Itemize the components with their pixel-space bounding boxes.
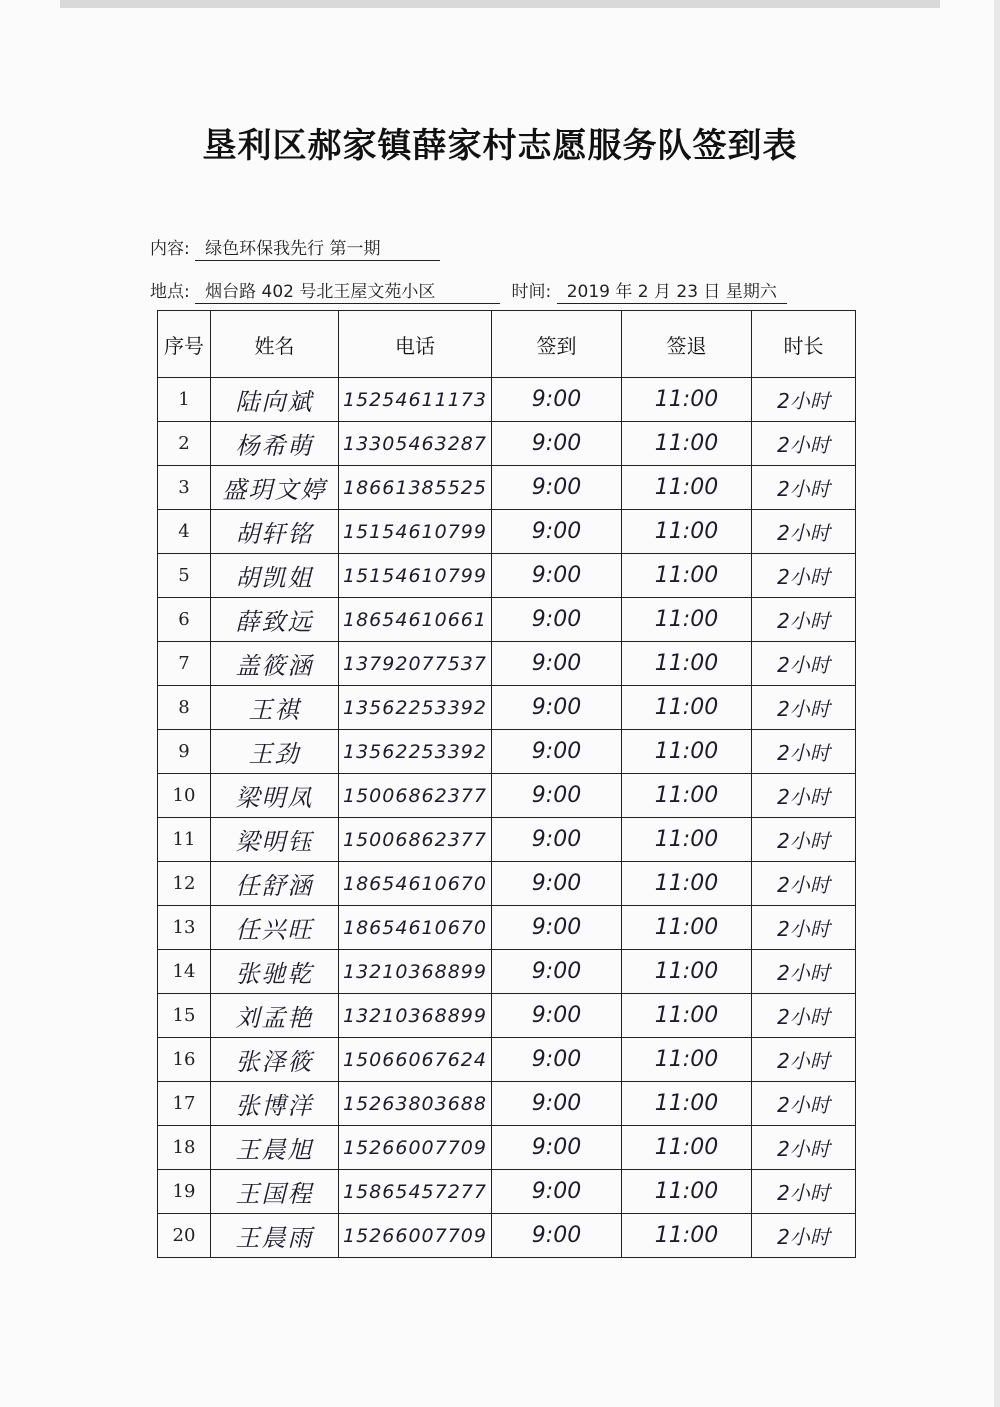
table-row [158,642,856,686]
volunteer-name: 王晨雨 [211,1214,339,1258]
location-label: 地点: [150,282,190,302]
sign-in-time: 9:00 [492,1214,622,1258]
volunteer-phone: 13562253392 [339,730,492,774]
sign-in-time: 9:00 [492,862,622,906]
row-number: 14 [158,950,211,994]
header-cell-phone: 电话 [339,311,492,378]
sign-out-time: 11:00 [622,510,752,554]
volunteer-name: 盖筱涵 [211,642,339,686]
volunteer-name: 薛致远 [211,598,339,642]
row-number: 7 [158,642,211,686]
row-number: 3 [158,466,211,510]
sign-out-time: 11:00 [622,906,752,950]
duration: 2小时 [752,510,856,554]
volunteer-phone: 15066067624 [339,1038,492,1082]
table-row [158,510,856,554]
row-number: 20 [158,1214,211,1258]
sign-out-time: 11:00 [622,818,752,862]
table-row [158,466,856,510]
volunteer-phone: 18654610670 [339,862,492,906]
sign-out-time: 11:00 [622,1126,752,1170]
sign-in-time: 9:00 [492,818,622,862]
table-row [158,686,856,730]
sign-in-time: 9:00 [492,1126,622,1170]
row-number: 2 [158,422,211,466]
duration: 2小时 [752,906,856,950]
sign-in-time: 9:00 [492,466,622,510]
volunteer-name: 张驰乾 [211,950,339,994]
volunteer-name: 梁明凤 [211,774,339,818]
duration: 2小时 [752,994,856,1038]
sign-out-time: 11:00 [622,378,752,422]
volunteer-phone: 18654610670 [339,906,492,950]
duration: 2小时 [752,378,856,422]
table-row [158,950,856,994]
volunteer-phone: 15154610799 [339,510,492,554]
table-row [158,1038,856,1082]
table-row [158,1170,856,1214]
volunteer-phone: 15006862377 [339,774,492,818]
volunteer-phone: 15254611173 [339,378,492,422]
duration: 2小时 [752,598,856,642]
location-time-line [150,277,787,304]
duration: 2小时 [752,1214,856,1258]
table-row [158,818,856,862]
row-number: 15 [158,994,211,1038]
duration: 2小时 [752,1082,856,1126]
header-cell-sign-in: 签到 [492,311,622,378]
row-number: 4 [158,510,211,554]
duration: 2小时 [752,554,856,598]
scan-edge-top [60,0,940,8]
duration: 2小时 [752,950,856,994]
sign-in-time: 9:00 [492,686,622,730]
table-row [158,862,856,906]
sign-in-time: 9:00 [492,906,622,950]
volunteer-name: 王祺 [211,686,339,730]
volunteer-name: 王国程 [211,1170,339,1214]
volunteer-name: 张博洋 [211,1082,339,1126]
row-number: 19 [158,1170,211,1214]
volunteer-phone: 18654610661 [339,598,492,642]
volunteer-name: 胡凯姐 [211,554,339,598]
sign-out-time: 11:00 [622,1082,752,1126]
duration: 2小时 [752,818,856,862]
volunteer-name: 任舒涵 [211,862,339,906]
sign-out-time: 11:00 [622,422,752,466]
duration: 2小时 [752,1038,856,1082]
row-number: 9 [158,730,211,774]
volunteer-phone: 18661385525 [339,466,492,510]
volunteer-phone: 15865457277 [339,1170,492,1214]
sign-in-time: 9:00 [492,774,622,818]
sign-in-time: 9:00 [492,1082,622,1126]
sign-in-time: 9:00 [492,1170,622,1214]
sign-in-time: 9:00 [492,598,622,642]
table-row [158,774,856,818]
sign-out-time: 11:00 [622,1214,752,1258]
sign-out-time: 11:00 [622,774,752,818]
table-row [158,906,856,950]
time-label: 时间: [511,282,552,302]
table-row [158,1082,856,1126]
row-number: 11 [158,818,211,862]
volunteer-phone: 15006862377 [339,818,492,862]
row-number: 8 [158,686,211,730]
volunteer-phone: 15154610799 [339,554,492,598]
sign-in-time: 9:00 [492,994,622,1038]
sign-out-time: 11:00 [622,1170,752,1214]
row-number: 12 [158,862,211,906]
sign-in-time: 9:00 [492,554,622,598]
sign-out-time: 11:00 [622,466,752,510]
sign-in-time: 9:00 [492,1038,622,1082]
volunteer-name: 任兴旺 [211,906,339,950]
row-number: 6 [158,598,211,642]
table-header-row [158,311,856,378]
row-number: 5 [158,554,211,598]
sign-in-table [157,310,856,1258]
duration: 2小时 [752,422,856,466]
header-cell-number: 序号 [158,311,211,378]
volunteer-name: 张泽筱 [211,1038,339,1082]
volunteer-name: 王劲 [211,730,339,774]
duration: 2小时 [752,730,856,774]
volunteer-phone: 15263803688 [339,1082,492,1126]
volunteer-name: 王晨旭 [211,1126,339,1170]
table-row [158,554,856,598]
header-cell-name: 姓名 [211,311,339,378]
page-title: 垦利区郝家镇薛家村志愿服务队签到表 [202,126,798,166]
sign-in-time: 9:00 [492,510,622,554]
duration: 2小时 [752,1170,856,1214]
table-row [158,994,856,1038]
row-number: 16 [158,1038,211,1082]
duration: 2小时 [752,642,856,686]
time-value: 2019 年 2 月 23 日 星期六 [557,277,787,304]
sign-out-time: 11:00 [622,554,752,598]
table-row [158,730,856,774]
duration: 2小时 [752,862,856,906]
table-row [158,1126,856,1170]
duration: 2小时 [752,466,856,510]
sign-out-time: 11:00 [622,598,752,642]
scan-edge-right [994,0,1000,1407]
sign-out-time: 11:00 [622,1038,752,1082]
volunteer-name: 刘孟艳 [211,994,339,1038]
volunteer-phone: 13210368899 [339,950,492,994]
row-number: 13 [158,906,211,950]
sign-out-time: 11:00 [622,950,752,994]
sign-in-time: 9:00 [492,950,622,994]
header-cell-sign-out: 签退 [622,311,752,378]
sign-in-time: 9:00 [492,730,622,774]
sign-out-time: 11:00 [622,862,752,906]
table-row [158,1214,856,1258]
sign-in-time: 9:00 [492,378,622,422]
row-number: 1 [158,378,211,422]
row-number: 18 [158,1126,211,1170]
volunteer-phone: 13210368899 [339,994,492,1038]
sign-out-time: 11:00 [622,642,752,686]
table-row [158,378,856,422]
header-cell-duration: 时长 [752,311,856,378]
volunteer-name: 陆向斌 [211,378,339,422]
sign-in-time: 9:00 [492,422,622,466]
volunteer-name: 杨希萌 [211,422,339,466]
table-row [158,422,856,466]
sign-in-time: 9:00 [492,642,622,686]
row-number: 17 [158,1082,211,1126]
volunteer-phone: 13792077537 [339,642,492,686]
volunteer-phone: 15266007709 [339,1126,492,1170]
content-value: 绿色环保我先行 第一期 [195,234,440,261]
sign-out-time: 11:00 [622,686,752,730]
content-line [150,234,440,261]
volunteer-phone: 15266007709 [339,1214,492,1258]
volunteer-name: 胡轩铭 [211,510,339,554]
location-value: 烟台路 402 号北王屋文苑小区 [195,277,500,304]
content-label: 内容: [150,239,190,259]
volunteer-name: 梁明钰 [211,818,339,862]
duration: 2小时 [752,774,856,818]
sign-out-time: 11:00 [622,994,752,1038]
volunteer-phone: 13305463287 [339,422,492,466]
sign-out-time: 11:00 [622,730,752,774]
row-number: 10 [158,774,211,818]
table-row [158,598,856,642]
volunteer-phone: 13562253392 [339,686,492,730]
duration: 2小时 [752,686,856,730]
duration: 2小时 [752,1126,856,1170]
volunteer-name: 盛玥文婷 [211,466,339,510]
